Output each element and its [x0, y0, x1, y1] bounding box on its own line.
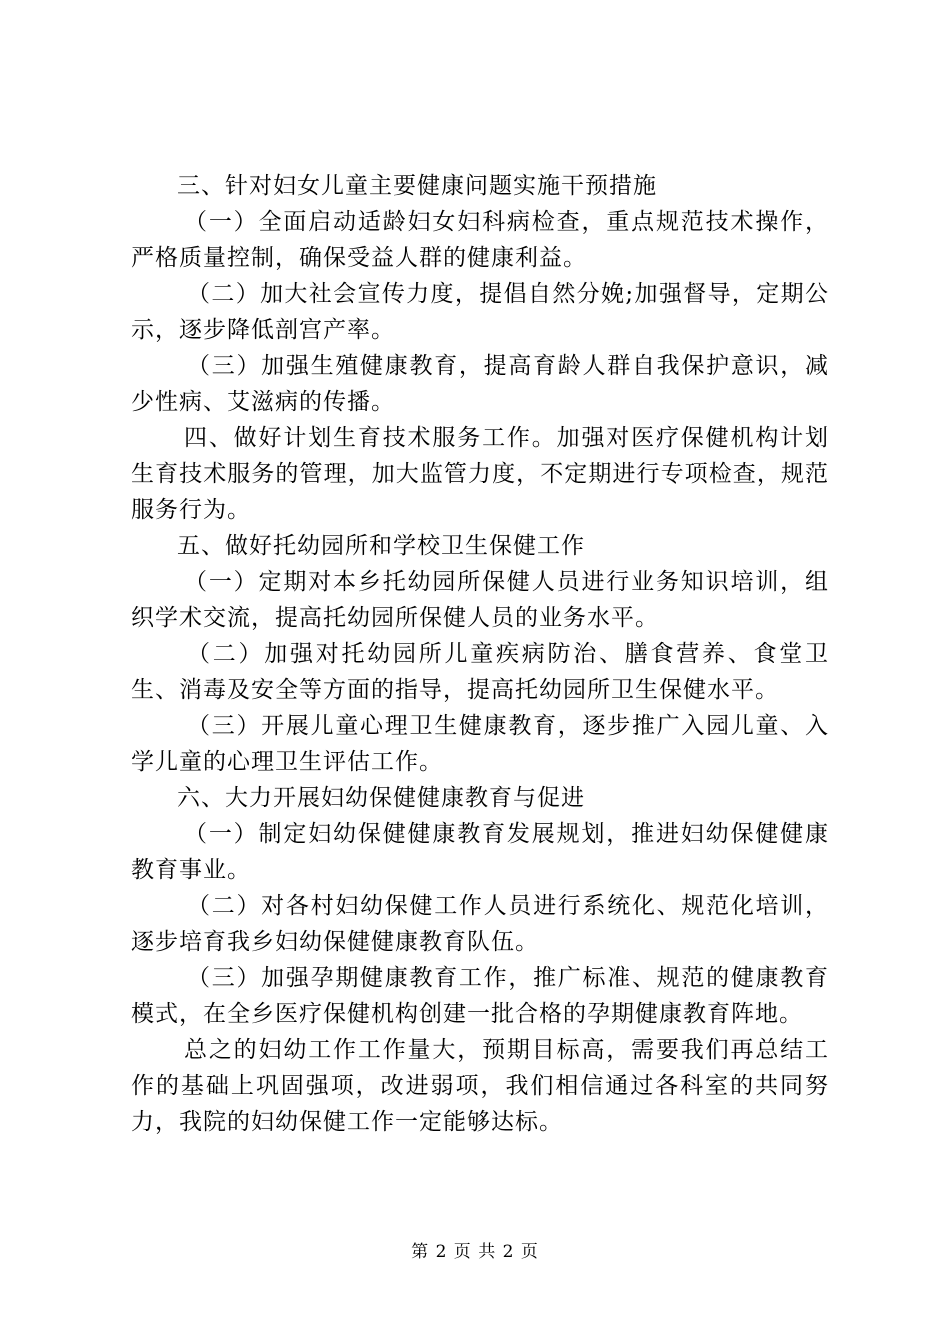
- paragraph: （三）开展儿童心理卫生健康教育，逐步推广入园儿童、入学儿童的心理卫生评估工作。: [131, 713, 829, 775]
- paragraph: （三）加强孕期健康教育工作，推广标准、规范的健康教育模式，在全乡医疗保健机构创建一批合格的孕期健康教育阵地。: [131, 965, 829, 1027]
- document-body: [131, 168, 829, 1140]
- conclusion-paragraph: 总之的妇幼工作工作量大，预期目标高，需要我们再总结工作的基础上巩固强项，改进弱项，我们相信通过各科室的共同努力，我院的妇幼保健工作一定能够达标。: [131, 1037, 829, 1135]
- paragraph: （二）加强对托幼园所儿童疾病防治、膳食营养、食堂卫生、消毒及安全等方面的指导，提高托幼园所卫生保健水平。: [131, 641, 829, 703]
- paragraph: （二）加大社会宣传力度，提倡自然分娩;加强督导，定期公示，逐步降低剖宫产率。: [131, 281, 829, 343]
- paragraph: （一）全面启动适龄妇女妇科病检查，重点规范技术操作，严格质量控制，确保受益人群的健康利益。: [131, 209, 829, 271]
- page-number-footer: 第 2 页 共 2 页: [411, 1242, 539, 1262]
- paragraph: （一）制定妇幼保健健康教育发展规划，推进妇幼保健健康教育事业。: [131, 821, 829, 883]
- paragraph: （二）对各村妇幼保健工作人员进行系统化、规范化培训，逐步培育我乡妇幼保健健康教育队伍。: [131, 893, 829, 955]
- paragraph: （一）定期对本乡托幼园所保健人员进行业务知识培训，组织学术交流，提高托幼园所保健人员的业务水平。: [131, 569, 829, 631]
- section-heading-5: 五、做好托幼园所和学校卫生保健工作: [177, 533, 585, 559]
- paragraph: （三）加强生殖健康教育，提高育龄人群自我保护意识，减少性病、艾滋病的传播。: [131, 353, 829, 415]
- section-heading-4: 四、做好计划生育技术服务工作。加强对医疗保健机构计划生育技术服务的管理，加大监管力度，不定期进行专项检查，规范服务行为。: [131, 425, 829, 523]
- section-heading-3: 三、针对妇女儿童主要健康问题实施干预措施: [177, 173, 657, 199]
- section-heading-6: 六、大力开展妇幼保健健康教育与促进: [177, 785, 585, 811]
